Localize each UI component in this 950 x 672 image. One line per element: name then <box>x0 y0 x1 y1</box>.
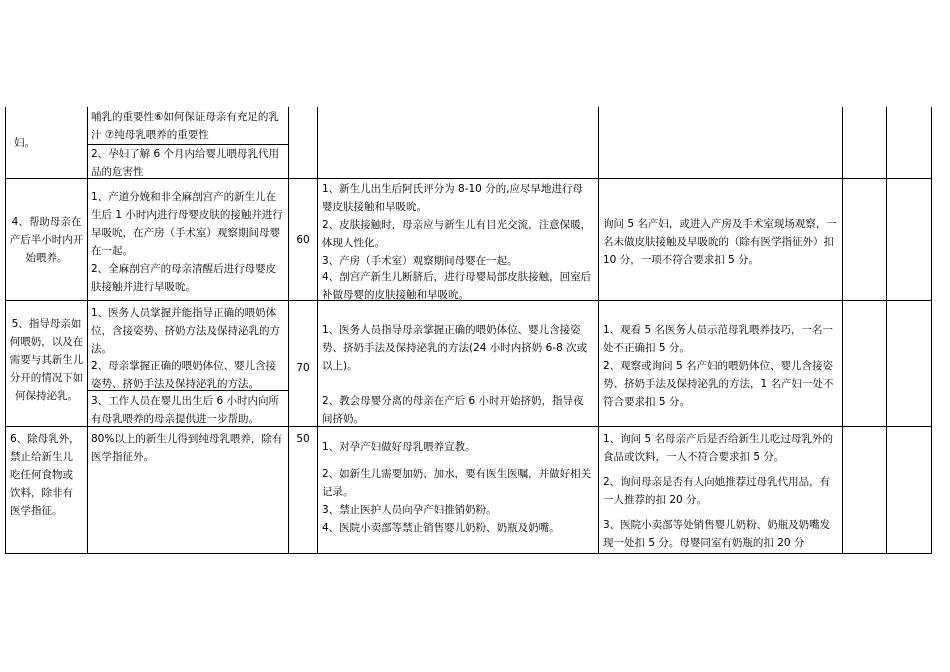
requirement-text: 1、产道分娩和非全麻剖宫产的新生儿在生后 1 小时内进行母婴皮肤的接触并进行早吸吮，在产房（手术室）观察期间母婴在一起。 <box>91 191 283 257</box>
standard-text: 1、医务人员指导母亲掌握正确的喂奶体位、婴儿含接姿势、挤奶手法及保持泌乳的方法(24 小时内挤奶 6-8 次或以上)。 <box>322 324 588 372</box>
method-text: 2、观察或询问 5 名产妇的喂奶体位、婴儿含接姿势、挤奶手法及保持泌乳的方法，1 名产妇一处不符合要求扣 5 分。 <box>603 360 834 408</box>
requirement-text: 2、母亲掌握正确的喂奶体位、婴儿含接姿势、挤奶手法及保持泌乳的方法。 <box>91 360 277 390</box>
table-border <box>288 107 289 553</box>
standard-text: 1、新生儿出生后阿氏评分为 8-10 分的,应尽早地进行母婴皮肤接触和早吸吮。 <box>322 183 584 213</box>
method-text: 3、医院小卖部等处销售婴儿奶粉、奶瓶及奶嘴发现一处扣 5 分。母婴同室有奶瓶的扣 20 分 <box>603 519 831 549</box>
standard-text: 2、皮肤接触时，母亲应与新生儿有目光交流，注意保暖，体现人性化。 <box>322 219 592 249</box>
score-cell: 60 <box>296 234 310 246</box>
standard-text: 2、教会母婴分离的母亲在产后 6 小时开始挤奶，指导夜间挤奶。 <box>322 395 584 425</box>
item-cell: 6、除母乳外，禁止给新生儿吃任何食物或饮料，除非有医学指征。 <box>10 433 80 517</box>
table-border <box>5 107 6 553</box>
item-cell: 4、帮助母亲在产后半小时内开始喂养。 <box>9 216 84 264</box>
score-cell: 50 <box>296 433 310 445</box>
method-text: 1、询问 5 名母亲产后是否给新生儿吃过母乳外的食品或饮料，一人不符合要求扣 5 分。 <box>603 433 834 463</box>
table-border <box>842 107 843 553</box>
requirement-text: 2、孕妇了解 6 个月内给婴儿喂母乳代用品的危害性 <box>91 148 280 178</box>
standard-text: 4、医院小卖部等禁止销售婴儿奶粉、奶瓶及奶嘴。 <box>322 522 560 534</box>
requirement-text: 1、医务人员掌握并能指导正确的喂奶体位，含接姿势、挤奶方法及保持泌乳的方法。 <box>91 307 280 355</box>
score-cell: 70 <box>296 362 310 374</box>
standard-text: 1、对孕产妇做好母乳喂养宣教。 <box>322 441 476 453</box>
table-border <box>931 107 932 553</box>
table-border <box>598 107 599 553</box>
table-border <box>317 107 318 553</box>
standard-text: 2、如新生儿需要加奶、加水，要有医生医嘱，并做好相关记录。 <box>322 468 592 498</box>
requirement-text: 80%以上的新生儿得到纯母乳喂养，除有医学指征外。 <box>91 433 283 463</box>
item-cell: 妇。 <box>14 137 35 149</box>
table-border <box>886 107 887 553</box>
method-text: 1、观看 5 名医务人员示范母乳喂养技巧，一名一处不正确扣 5 分。 <box>603 324 834 354</box>
requirement-text: 2、全麻剖宫产的母亲清醒后进行母婴皮肤接触并进行早吸吮。 <box>91 263 277 293</box>
method-text: 2、询问母亲是否有人向她推荐过母乳代用品，有一人推荐的扣 20 分。 <box>603 476 831 506</box>
standard-text: 3、禁止医护人员向孕产妇推销奶粉。 <box>322 504 497 516</box>
table-border <box>5 553 932 554</box>
table-border <box>87 107 88 553</box>
requirement-text: 哺乳的重要性⑥如何保证母亲有充足的乳汁 ⑦纯母乳喂养的重要性 <box>91 111 279 141</box>
standard-text: 3、产房（手术室）观察期间母婴在一起。 <box>322 255 518 267</box>
standard-text: 4、剖宫产新生儿断脐后，进行母婴局部皮肤接触，回室后补做母婴的皮肤接触和早吸吮。 <box>322 271 592 301</box>
requirement-text: 3、工作人员在婴儿出生后 6 小时内向所有母乳喂养的母亲提供进一步帮助。 <box>91 395 280 425</box>
item-cell: 5、指导母亲如何喂奶，以及在需要与其新生儿分开的情况下如何保持泌乳。 <box>9 318 84 402</box>
method-text: 询问 5 名产妇，或进入产房及手术室现场观察，一名未做皮肤接触及早吸吮的（除有医学指征外）扣 10 分，一项不符合要求扣 5 分。 <box>603 218 837 266</box>
